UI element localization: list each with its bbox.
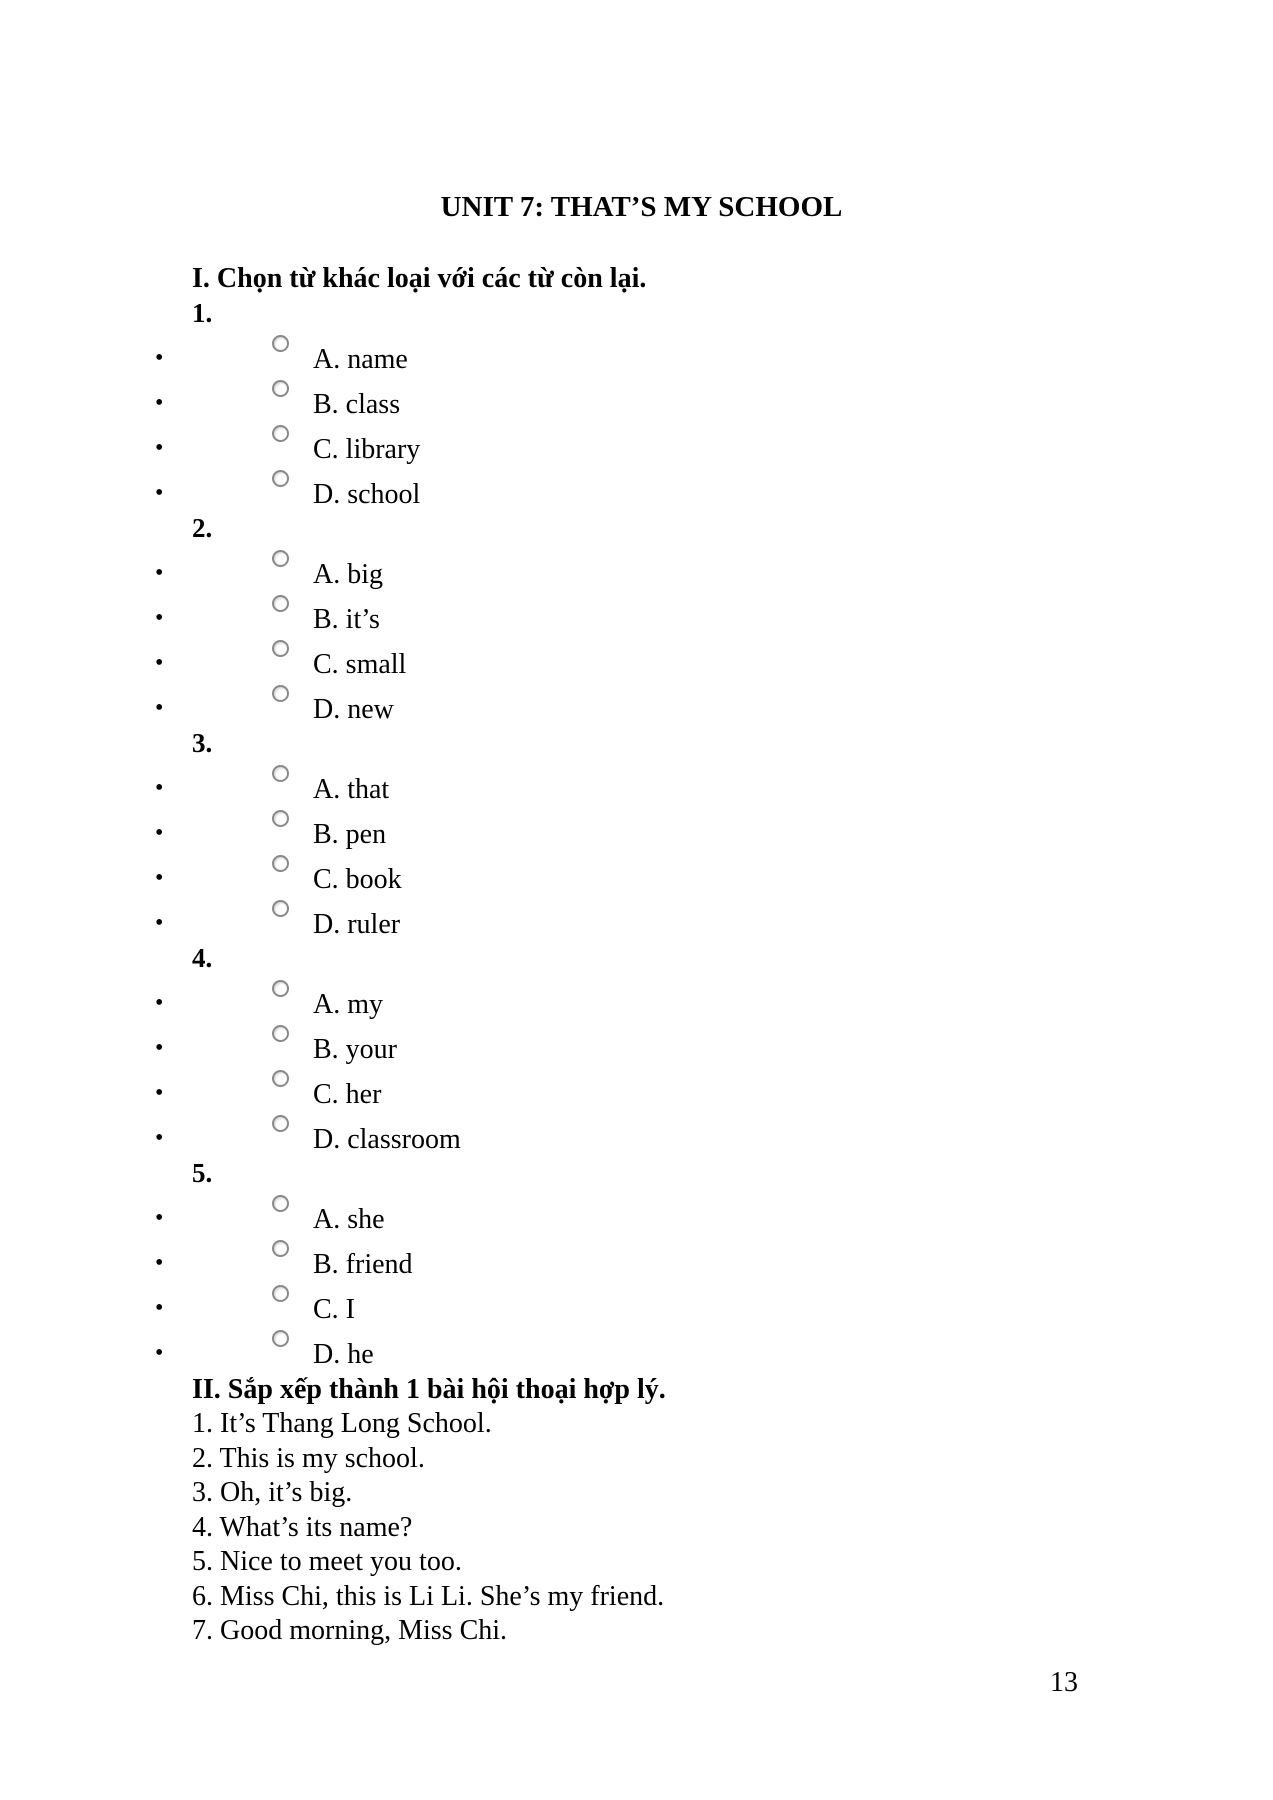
option-list [0,546,1273,726]
question-number: 5. [192,1158,213,1188]
bullet-icon: • [155,1295,164,1321]
dialogue-sentence: 1. It’s Thang Long School. [192,1408,492,1439]
bullet-icon: • [155,650,164,676]
dialogue-sentence: 7. Good morning, Miss Chi. [192,1615,508,1646]
bullet-icon: • [155,775,164,801]
option-label: A. she [313,1204,385,1235]
option-label: C. I [313,1294,355,1325]
radio-button-icon[interactable] [272,900,289,917]
section-1-heading: I. Chọn từ khác loại với các từ còn lại. [192,263,647,294]
radio-button-icon[interactable] [272,640,289,657]
option-item[interactable] [0,1281,1273,1326]
bullet-icon: • [155,820,164,846]
option-item[interactable] [0,636,1273,681]
radio-button-icon[interactable] [272,810,289,827]
option-label: B. friend [313,1249,413,1280]
radio-button-icon[interactable] [272,1070,289,1087]
question-3 [0,726,1273,941]
option-item[interactable] [0,591,1273,636]
option-item[interactable] [0,761,1273,806]
bullet-icon: • [155,1035,164,1061]
option-label: D. classroom [313,1124,461,1155]
option-label: C. library [313,434,421,465]
section-2-heading: II. Sắp xếp thành 1 bài hội thoại hợp lý. [192,1374,666,1405]
bullet-icon: • [155,1340,164,1366]
option-label: B. pen [313,819,387,850]
dialogue-sentence: 2. This is my school. [192,1442,425,1474]
bullet-icon: • [155,1125,164,1151]
question-5 [0,1156,1273,1371]
option-label: B. your [313,1034,397,1065]
radio-button-icon[interactable] [272,1330,289,1347]
bullet-icon: • [155,865,164,891]
dialogue-sentence: 4. What’s its name? [192,1511,413,1543]
bullet-icon: • [155,1080,164,1106]
option-item[interactable] [0,376,1273,421]
option-item[interactable] [0,896,1273,941]
option-item[interactable] [0,1066,1273,1111]
option-label: A. that [313,774,390,805]
page-number: 13 [1050,1667,1078,1698]
radio-button-icon[interactable] [272,1025,289,1042]
bullet-icon: • [155,605,164,631]
bullet-icon: • [155,435,164,461]
page-title: UNIT 7: THAT’S MY SCHOOL [440,191,843,223]
bullet-icon: • [155,480,164,506]
option-item[interactable] [0,681,1273,726]
dialogue-sentence: 6. Miss Chi, this is Li Li. She’s my friend. [192,1580,665,1612]
radio-button-icon[interactable] [272,550,289,567]
option-item[interactable] [0,466,1273,511]
option-list [0,1191,1273,1371]
bullet-icon: • [155,345,164,371]
radio-button-icon[interactable] [272,980,289,997]
radio-button-icon[interactable] [272,765,289,782]
option-item[interactable] [0,1236,1273,1281]
question-number: 3. [192,728,213,758]
question-number: 4. [192,943,213,973]
radio-button-icon[interactable] [272,425,289,442]
option-label: A. name [313,344,408,375]
option-item[interactable] [0,421,1273,466]
option-item[interactable] [0,1111,1273,1156]
bullet-icon: • [155,910,164,936]
option-item[interactable] [0,1191,1273,1236]
bullet-icon: • [155,695,164,721]
bullet-icon: • [155,560,164,586]
radio-button-icon[interactable] [272,1195,289,1212]
option-item[interactable] [0,851,1273,896]
radio-button-icon[interactable] [272,1240,289,1257]
option-label: D. ruler [313,909,401,940]
question-number: 1. [192,298,213,328]
dialogue-sentence: 5. Nice to meet you too. [192,1546,462,1577]
option-label: C. small [313,649,407,680]
radio-button-icon[interactable] [272,380,289,397]
radio-button-icon[interactable] [272,855,289,872]
radio-button-icon[interactable] [272,1285,289,1302]
dialogue-sentence: 3. Oh, it’s big. [192,1477,353,1508]
option-item[interactable] [0,331,1273,376]
dialogue-sentence-list [192,1407,1273,1649]
option-list [0,761,1273,941]
worksheet-content [0,262,1273,1649]
question-number: 2. [192,513,213,543]
question-4 [0,941,1273,1156]
option-label: B. it’s [313,604,380,635]
option-item[interactable] [0,806,1273,851]
option-list [0,976,1273,1156]
option-label: D. new [313,694,394,725]
option-label: C. her [313,1079,382,1110]
option-label: D. school [313,479,421,510]
option-label: C. book [313,864,402,895]
radio-button-icon[interactable] [272,1115,289,1132]
option-item[interactable] [0,976,1273,1021]
bullet-icon: • [155,990,164,1016]
radio-button-icon[interactable] [272,685,289,702]
question-1 [0,296,1273,511]
option-label: D. he [313,1339,374,1370]
option-item[interactable] [0,546,1273,591]
option-item[interactable] [0,1326,1273,1371]
radio-button-icon[interactable] [272,470,289,487]
bullet-icon: • [155,1250,164,1276]
option-label: A. my [313,989,383,1020]
radio-button-icon[interactable] [272,335,289,352]
bullet-icon: • [155,1205,164,1231]
question-2 [0,511,1273,726]
option-item[interactable] [0,1021,1273,1066]
option-label: A. big [313,559,383,590]
bullet-icon: • [155,390,164,416]
radio-button-icon[interactable] [272,595,289,612]
option-label: B. class [313,389,401,420]
option-list [0,331,1273,511]
